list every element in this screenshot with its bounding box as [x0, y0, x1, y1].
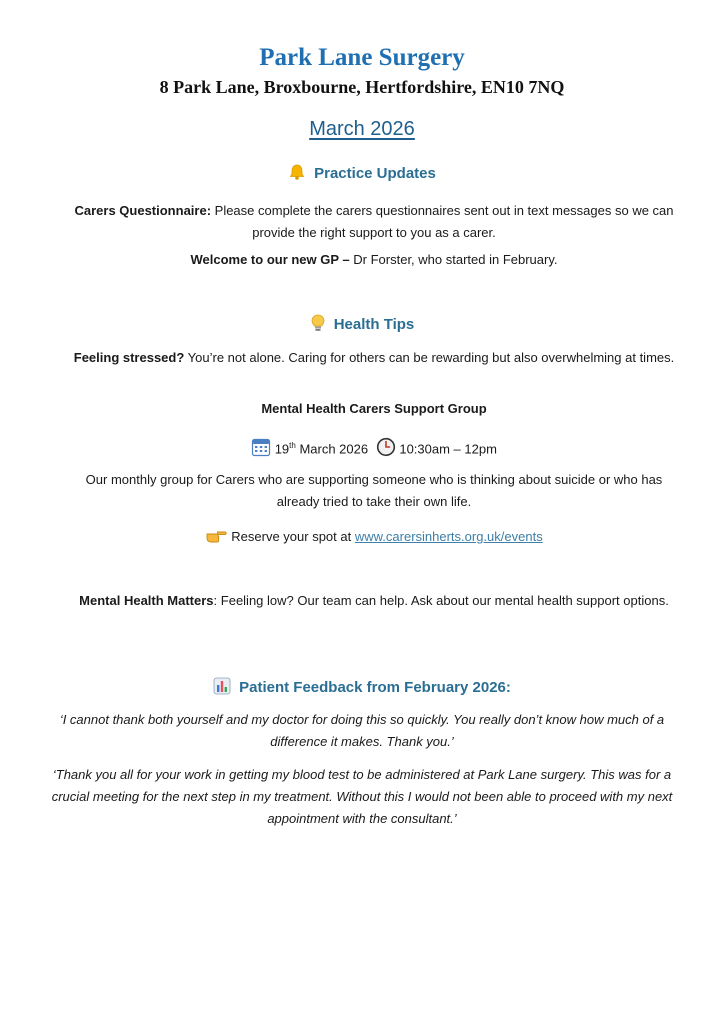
- patient-feedback-heading: [0, 677, 724, 699]
- practice-updates-heading: [0, 163, 724, 185]
- support-group-description: Our monthly group for Carers who are supporting someone who is thinking about suicide or who has already tried to take their own life.: [85, 472, 663, 509]
- practice-name: Park Lane Surgery: [259, 44, 465, 71]
- carers-in-herts-link[interactable]: www.carersinherts.org.uk/events: [354, 529, 543, 544]
- event-time: 10:30am – 12pm: [399, 441, 497, 457]
- feeling-stressed-paragraph: [70, 347, 678, 369]
- lightbulb-icon: [310, 314, 326, 336]
- mh-text: : Feeling low? Our team can help. Ask about our mental health support options.: [213, 593, 669, 608]
- reserve-text: Reserve your spot at: [231, 529, 355, 544]
- feedback-quote-1: ‘I cannot thank both yourself and my doctor for doing this so quickly. You really don’t know how much of a difference it makes. Thank you.’: [59, 712, 665, 749]
- support-group-title: [70, 398, 678, 420]
- stressed-label: Feeling stressed?: [73, 350, 185, 365]
- patient-feedback-title: Patient Feedback from February 2026:: [239, 679, 511, 696]
- mental-health-matters-paragraph: [70, 590, 678, 612]
- stressed-text: You’re not alone. Caring for others can be rewarding but also overwhelming at times.: [184, 350, 675, 365]
- calendar-icon: [251, 437, 271, 464]
- support-group-label: Mental Health Carers Support Group: [261, 401, 487, 416]
- newsletter-month: [0, 118, 724, 141]
- new-gp-label: Welcome to our new GP –: [190, 252, 350, 267]
- feedback-quote-2: ‘Thank you all for your work in getting my blood test to be administered at Park Lane surgery. This was for a crucial meeting for the next step in my treatment. Without this I would not been able to proceed with my next appointment with the consultant.’: [51, 767, 673, 826]
- event-details: [70, 435, 678, 464]
- new-gp-text: Dr Forster, who started in February.: [349, 252, 558, 267]
- mh-label: Mental Health Matters: [79, 593, 214, 608]
- bar-chart-icon: [213, 677, 231, 699]
- health-tips-heading: [0, 314, 724, 336]
- event-day: 19: [274, 441, 290, 457]
- pointing-hand-icon: [205, 527, 227, 552]
- health-tips-title: Health Tips: [333, 316, 415, 333]
- month-label: March 2026: [309, 118, 415, 140]
- carers-label: Carers Questionnaire:: [74, 203, 212, 218]
- clock-icon: [376, 437, 396, 464]
- event-day-suffix: th: [289, 441, 296, 450]
- carers-text: Please complete the carers questionnaires sent out in text messages so we can provide the right support to you as a carer.: [211, 203, 674, 240]
- practice-updates-title: Practice Updates: [314, 165, 436, 182]
- bell-icon: [288, 163, 306, 185]
- reserve-spot-line: [70, 526, 678, 552]
- practice-address: 8 Park Lane, Broxbourne, Hertfordshire, EN10 7NQ: [159, 77, 565, 97]
- new-gp-paragraph: [70, 249, 678, 271]
- event-month: March 2026: [295, 441, 369, 457]
- carers-questionnaire-paragraph: [70, 200, 678, 244]
